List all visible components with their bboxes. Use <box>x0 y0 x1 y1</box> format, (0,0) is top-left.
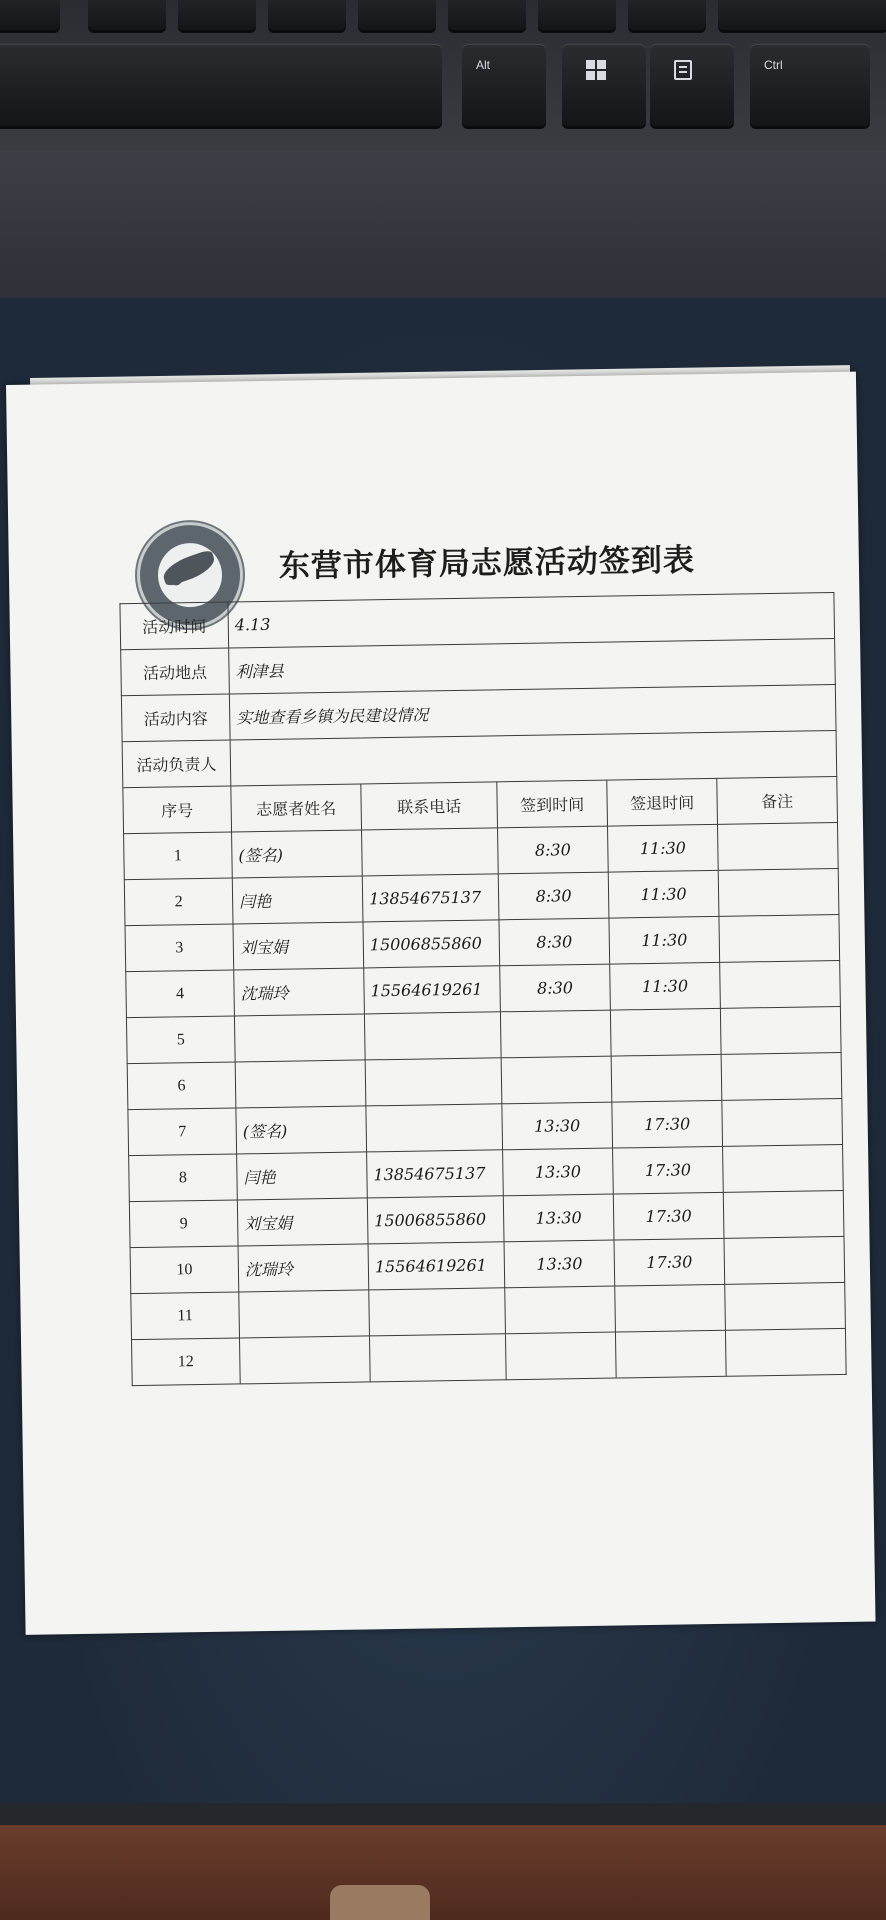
ctrl-key <box>750 44 870 126</box>
desk-edge <box>0 1803 886 1825</box>
sign-out-time <box>615 1330 726 1378</box>
sign-in-time: 8:30 <box>498 872 609 920</box>
key-top-1 <box>0 0 60 30</box>
note <box>725 1328 846 1376</box>
ctrl-key-label: Ctrl <box>764 58 783 72</box>
volunteer-name <box>234 1014 365 1062</box>
desk-object <box>330 1885 430 1920</box>
content-value: 实地查看乡镇为民建设情况 <box>229 685 836 741</box>
sign-in-time: 8:30 <box>498 826 609 874</box>
row-number: 4 <box>126 970 235 1018</box>
header-phone: 联系电话 <box>361 782 498 830</box>
note <box>721 1052 842 1100</box>
row-number: 11 <box>131 1292 240 1340</box>
note <box>720 960 841 1008</box>
volunteer-name: 刘宝娟 <box>233 922 364 970</box>
sign-in-time <box>501 1056 612 1104</box>
note <box>718 868 839 916</box>
sign-out-time: 17:30 <box>613 1146 724 1194</box>
alt-key-label: Alt <box>476 58 491 72</box>
volunteer-name <box>239 1336 370 1384</box>
header-sign-in: 签到时间 <box>497 780 608 828</box>
sign-out-time: 11:30 <box>610 962 721 1010</box>
table-row <box>132 1328 847 1385</box>
sign-out-time <box>615 1284 726 1332</box>
row-number: 9 <box>129 1200 238 1248</box>
sign-out-time <box>611 1054 722 1102</box>
note <box>720 1006 841 1054</box>
key-top-9 <box>718 0 886 30</box>
sign-out-time: 17:30 <box>614 1238 725 1286</box>
sign-in-time: 8:30 <box>500 964 611 1012</box>
key-top-3 <box>178 0 256 30</box>
note <box>722 1098 843 1146</box>
header-note: 备注 <box>717 776 838 824</box>
sign-out-time: 17:30 <box>612 1100 723 1148</box>
phone-number: 15006855860 <box>363 920 500 968</box>
sign-in-time <box>505 1286 616 1334</box>
menu-key <box>650 44 734 126</box>
sign-in-time: 13:30 <box>503 1148 614 1196</box>
key-top-7 <box>538 0 616 30</box>
row-number: 12 <box>132 1338 241 1386</box>
volunteer-name: (签名) <box>236 1106 367 1154</box>
note <box>723 1190 844 1238</box>
phone-number <box>369 1334 506 1382</box>
key-top-8 <box>628 0 706 30</box>
sign-in-table <box>119 592 846 1386</box>
keyboard <box>0 0 886 150</box>
sign-in-time: 8:30 <box>499 918 610 966</box>
windows-key <box>562 44 646 126</box>
header-no: 序号 <box>123 786 232 834</box>
volunteer-name: 刘宝娟 <box>237 1198 368 1246</box>
sign-out-time: 11:30 <box>608 870 719 918</box>
sign-out-time: 11:30 <box>608 824 719 872</box>
table-body <box>124 822 847 1385</box>
place-value: 利津县 <box>229 639 836 695</box>
row-number: 2 <box>124 878 233 926</box>
note <box>725 1282 846 1330</box>
sign-in-time: 13:30 <box>503 1194 614 1242</box>
note <box>717 822 838 870</box>
time-label: 活动时间 <box>120 602 229 650</box>
time-value: 4.13 <box>228 593 835 649</box>
sign-out-time <box>610 1008 721 1056</box>
header-name: 志愿者姓名 <box>231 784 362 832</box>
laptop-body <box>0 150 886 298</box>
phone-number: 13854675137 <box>367 1150 504 1198</box>
place-label: 活动地点 <box>121 648 230 696</box>
menu-icon <box>674 60 692 80</box>
row-number: 1 <box>124 832 233 880</box>
key-top-5 <box>358 0 436 30</box>
windows-icon <box>586 60 606 80</box>
volunteer-name: 闫艳 <box>232 876 363 924</box>
phone-number <box>365 1058 502 1106</box>
space-bar-key <box>0 44 442 126</box>
sign-out-time: 11:30 <box>609 916 720 964</box>
key-top-6 <box>448 0 526 30</box>
sign-in-time: 13:30 <box>502 1102 613 1150</box>
row-number: 6 <box>127 1062 236 1110</box>
volunteer-name <box>235 1060 366 1108</box>
phone-number <box>364 1012 501 1060</box>
volunteer-name <box>239 1290 370 1338</box>
row-number: 10 <box>130 1246 239 1294</box>
sign-in-time <box>500 1010 611 1058</box>
phone-number <box>362 828 499 876</box>
logo-emblem-icon <box>170 573 182 585</box>
sign-in-time: 13:30 <box>504 1240 615 1288</box>
key-top-4 <box>268 0 346 30</box>
note <box>723 1144 844 1192</box>
content-label: 活动内容 <box>121 694 230 742</box>
phone-number: 15006855860 <box>367 1196 504 1244</box>
phone-number <box>369 1288 506 1336</box>
note <box>719 914 840 962</box>
alt-key <box>462 44 546 126</box>
header-sign-out: 签退时间 <box>607 778 718 826</box>
row-number: 3 <box>125 924 234 972</box>
leader-label: 活动负责人 <box>122 740 231 788</box>
wooden-desk <box>0 1825 886 1920</box>
row-number: 8 <box>129 1154 238 1202</box>
sign-out-time: 17:30 <box>613 1192 724 1240</box>
sheet-title: 东营市体育局志愿活动签到表 <box>278 542 696 585</box>
volunteer-name: 沈瑞玲 <box>238 1244 369 1292</box>
phone-number <box>366 1104 503 1152</box>
phone-number: 15564619261 <box>364 966 501 1014</box>
row-number: 7 <box>128 1108 237 1156</box>
key-top-2 <box>88 0 166 30</box>
volunteer-name: (签名) <box>232 830 363 878</box>
sign-in-time <box>505 1332 616 1380</box>
sign-in-sheet <box>6 372 876 1635</box>
row-number: 5 <box>126 1016 235 1064</box>
volunteer-name: 沈瑞玲 <box>234 968 365 1016</box>
phone-number: 15564619261 <box>368 1242 505 1290</box>
note <box>724 1236 845 1284</box>
phone-number: 13854675137 <box>362 874 499 922</box>
volunteer-name: 闫艳 <box>237 1152 368 1200</box>
